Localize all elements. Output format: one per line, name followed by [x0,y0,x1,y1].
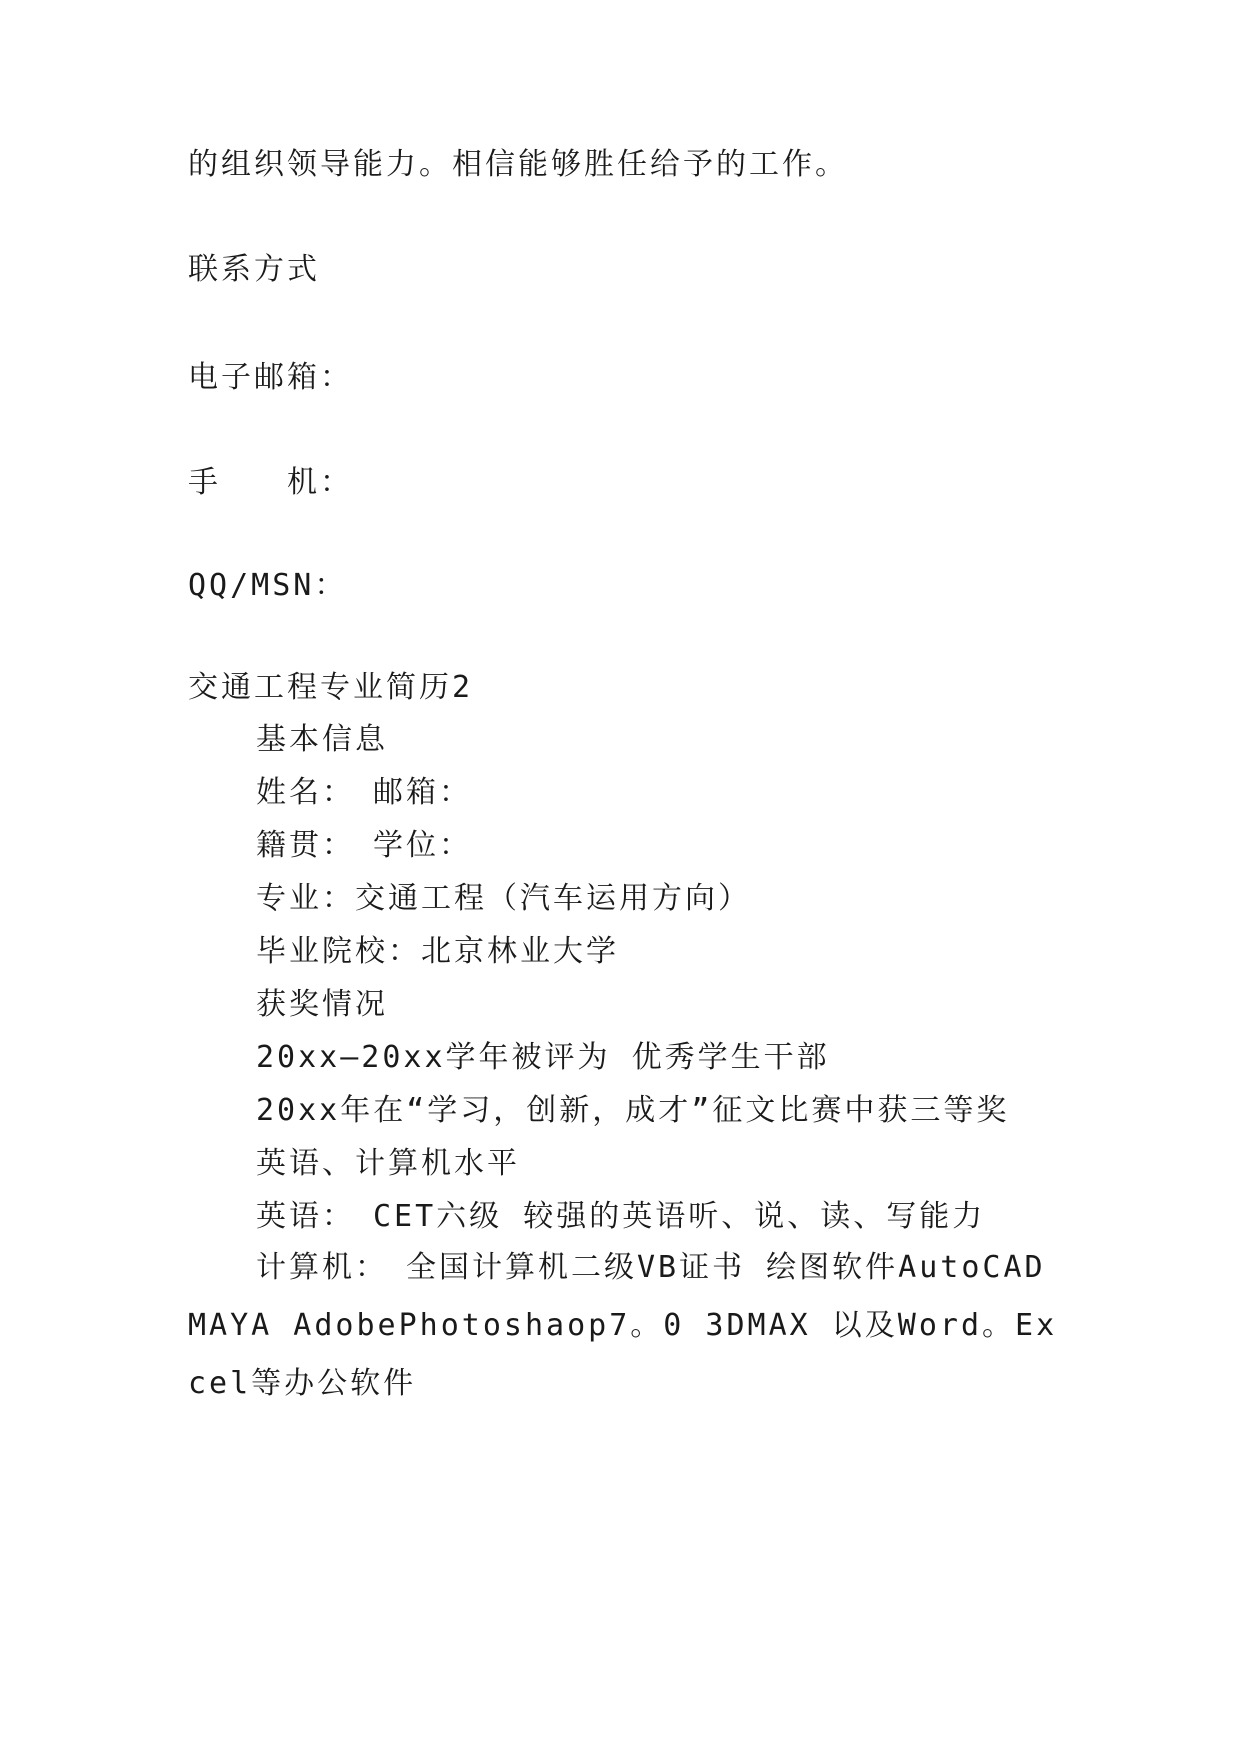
intro-closing-line: 的组织领导能力。相信能够胜任给予的工作。 [188,147,848,182]
award-item: 20xx—20xx学年被评为 优秀学生干部 [256,1040,830,1075]
contact-heading: 联系方式 [188,252,320,287]
name-email-line: 姓名： 邮箱： [256,775,472,810]
email-label: 电子邮箱： [188,360,353,395]
basic-info-heading: 基本信息 [256,722,388,757]
qq-msn-label: QQ/MSN： [188,568,348,603]
major-line: 专业：交通工程（汽车运用方向） [256,881,751,916]
school-line: 毕业院校：北京林业大学 [256,934,619,969]
awards-heading: 获奖情况 [256,987,388,1022]
resume-title: 交通工程专业简历2 [188,670,474,705]
english-skill-line: 英语： CET六级 较强的英语听、说、读、写能力 [256,1199,986,1234]
award-item: 20xx年在“学习，创新，成才”征文比赛中获三等奖 [256,1093,1010,1128]
native-degree-line: 籍贯： 学位： [256,828,472,863]
phone-label: 手 机： [188,465,353,500]
skills-heading: 英语、计算机水平 [256,1146,520,1181]
computer-skill-paragraph: 计算机： 全国计算机二级VB证书 绘图软件AutoCAD MAYA AdobePhotoshaop7。0 3DMAX 以及Word。Excel等办公软件 [188,1250,1058,1401]
